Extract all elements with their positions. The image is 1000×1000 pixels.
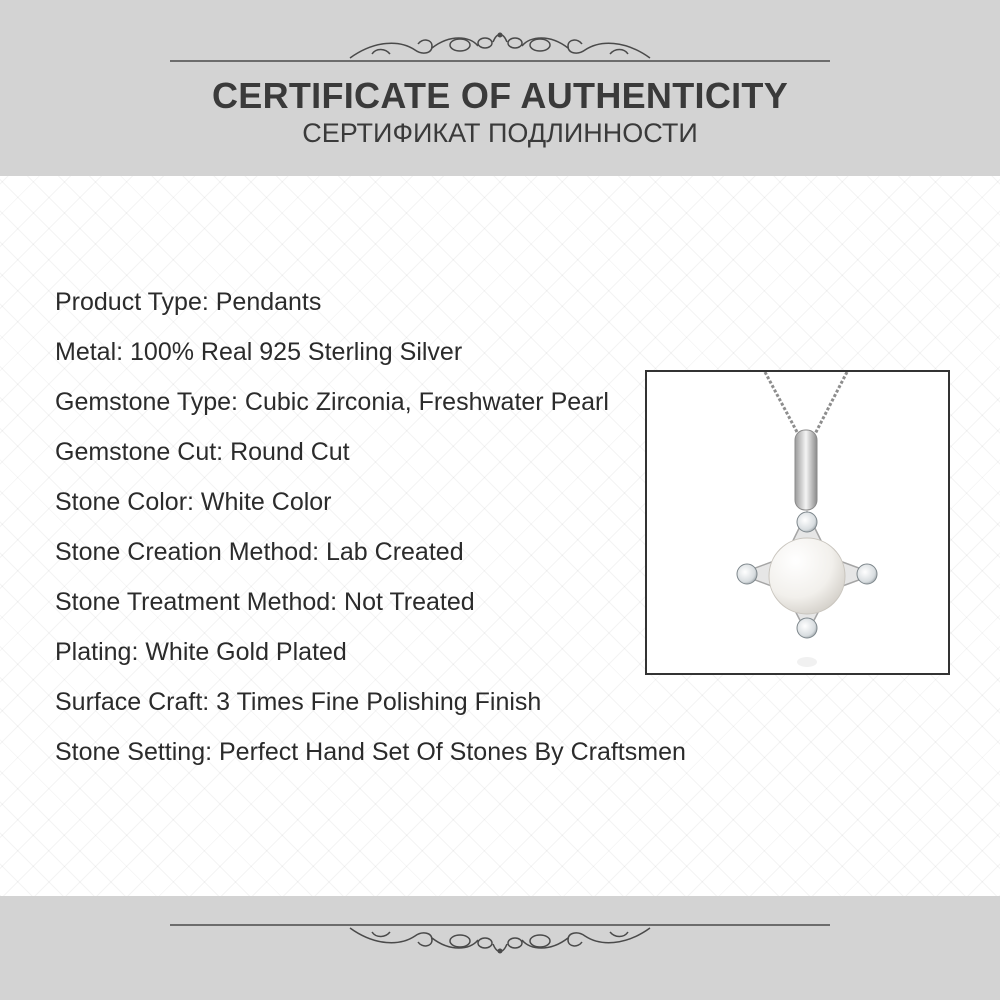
pearl-pendant-image (647, 372, 948, 673)
spec-product-type: Product Type: Pendants (55, 288, 322, 316)
ornament-divider-icon (160, 918, 840, 958)
spec-stone-setting: Stone Setting: Perfect Hand Set Of Stones By Craftsmen (55, 738, 686, 766)
spec-stone-creation-method: Stone Creation Method: Lab Created (55, 538, 464, 566)
spec-stone-color: Stone Color: White Color (55, 488, 332, 516)
page-title: CERTIFICATE OF AUTHENTICITY (211, 75, 789, 116)
spec-gemstone-type: Gemstone Type: Cubic Zirconia, Freshwater Pearl (55, 388, 609, 416)
spec-gemstone-cut: Gemstone Cut: Round Cut (55, 438, 350, 466)
spec-plating: Plating: White Gold Plated (55, 638, 347, 666)
spec-metal: Metal: 100% Real 925 Sterling Silver (55, 338, 463, 366)
page-subtitle: СЕРТИФИКАТ ПОДЛИННОСТИ (302, 118, 698, 148)
ornament-divider-icon (160, 28, 840, 68)
spec-surface-craft: Surface Craft: 3 Times Fine Polishing Finish (55, 688, 542, 716)
product-image-frame (645, 370, 950, 675)
spec-stone-treatment-method: Stone Treatment Method: Not Treated (55, 588, 475, 616)
spec-list (55, 284, 686, 784)
